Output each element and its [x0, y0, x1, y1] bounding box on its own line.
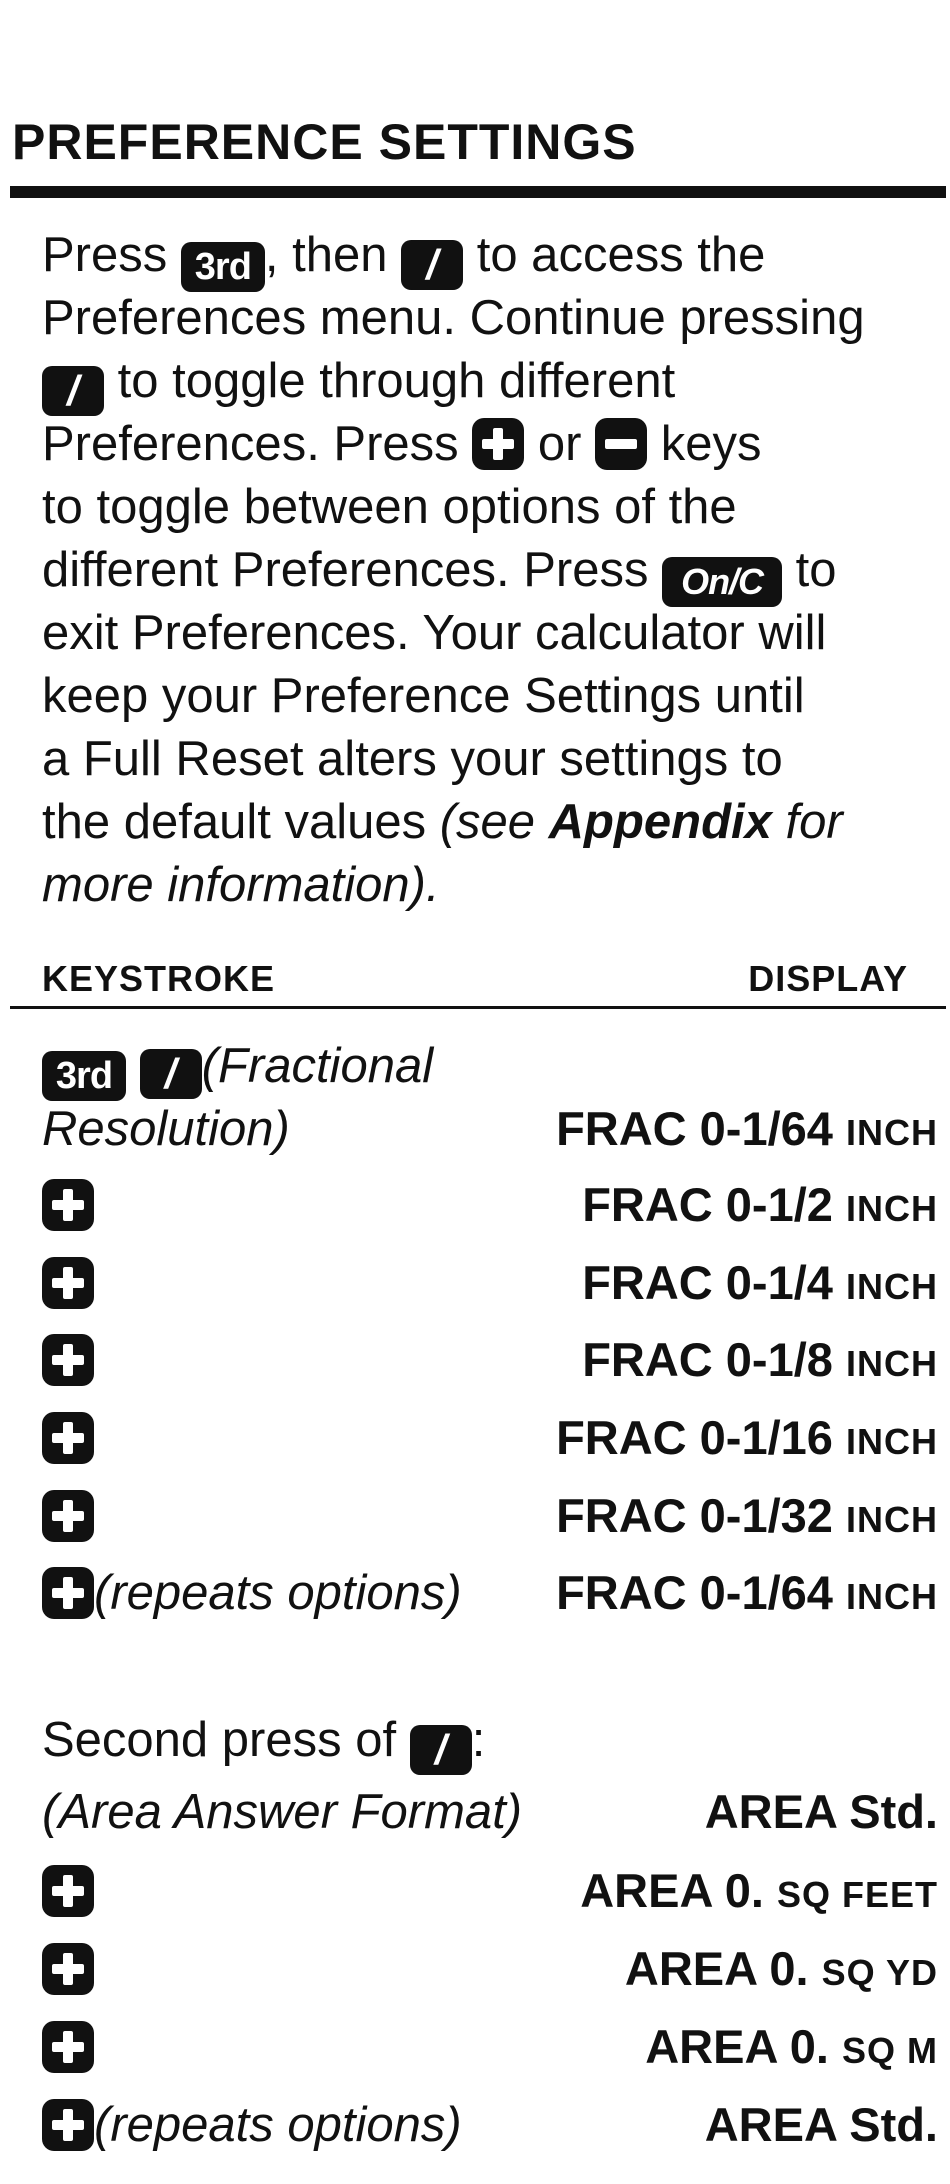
keystroke-cell	[42, 1033, 433, 1101]
display-cell	[556, 1483, 938, 1553]
display-unit: SQ M	[841, 2030, 938, 2071]
intro-text: or	[524, 417, 596, 471]
area-format-label: (Area Answer Format)	[42, 1785, 523, 1839]
intro-line-2: Preferences menu. Continue pressing	[42, 291, 865, 345]
table-row	[42, 1172, 938, 1238]
display-value: FRAC 0-1/64	[556, 1102, 833, 1155]
plus-key-icon	[42, 1943, 94, 1995]
display-cell	[556, 1405, 938, 1475]
display-column-header: DISPLAY	[748, 958, 908, 999]
title-divider	[10, 186, 946, 198]
display-value: AREA Std.	[704, 2098, 938, 2151]
table-row	[42, 1483, 938, 1549]
display-value: AREA 0.	[580, 1864, 764, 1917]
intro-line-8: keep your Preference Settings until	[42, 669, 805, 723]
table-row	[42, 1327, 938, 1393]
plus-key-icon	[42, 2021, 94, 2073]
display-unit: SQ YD	[821, 1952, 938, 1993]
intro-line-11: more information).	[42, 858, 440, 912]
slash-key-icon: /	[42, 366, 104, 416]
display-unit: INCH	[846, 1266, 938, 1307]
intro-text: Preferences. Press	[42, 417, 473, 471]
display-value: FRAC 0-1/16	[556, 1411, 833, 1464]
table-row	[42, 1936, 938, 2002]
plus-key-icon	[472, 418, 524, 470]
resolution-label: Resolution)	[42, 1102, 290, 1156]
second-press-text: Second press of	[42, 1713, 410, 1767]
minus-key-icon	[595, 418, 647, 470]
intro-line-10	[42, 791, 942, 854]
plus-key-icon	[42, 1179, 94, 1231]
intro-text: different Preferences. Press	[42, 543, 663, 597]
keystroke-cell	[42, 1250, 94, 1316]
display-unit: INCH	[846, 1576, 938, 1617]
table-row	[42, 1779, 938, 1845]
display-value: AREA 0.	[624, 1942, 809, 1995]
intro-text: (see	[439, 795, 549, 849]
keystroke-cell	[42, 2092, 462, 2158]
fractional-label: (Fractional	[201, 1039, 434, 1093]
third-key-icon: 3rd	[181, 242, 265, 292]
intro-text: keys	[647, 417, 762, 471]
display-cell	[582, 1172, 938, 1242]
keystroke-cell	[42, 1096, 290, 1162]
plus-key-icon	[42, 1334, 94, 1386]
intro-text: the default values	[42, 795, 440, 849]
display-unit: INCH	[846, 1188, 938, 1229]
display-cell	[556, 1096, 938, 1166]
display-cell	[582, 1250, 938, 1320]
display-cell	[582, 1327, 938, 1397]
keystroke-cell	[42, 1483, 94, 1549]
keystroke-cell	[42, 1858, 94, 1924]
keystroke-cell	[42, 1405, 94, 1471]
display-cell	[705, 2092, 938, 2158]
table-row	[42, 1858, 938, 1924]
table-row	[42, 2092, 938, 2158]
intro-line-4	[42, 413, 942, 476]
repeats-note: (repeats options)	[94, 2098, 462, 2152]
slash-key-icon: /	[140, 1049, 202, 1099]
intro-line-9: a Full Reset alters your settings to	[42, 732, 783, 786]
intro-paragraph	[42, 224, 942, 917]
intro-line-6	[42, 539, 942, 602]
display-unit: INCH	[846, 1421, 938, 1462]
display-value: FRAC 0-1/2	[582, 1178, 833, 1231]
keystroke-cell	[42, 1936, 94, 2002]
plus-key-icon	[42, 1490, 94, 1542]
table-row	[42, 1560, 938, 1626]
keystroke-column-header: KEYSTROKE	[42, 958, 276, 999]
intro-text: to toggle through different	[104, 354, 676, 408]
table-row	[42, 1033, 938, 1099]
display-cell	[580, 1858, 938, 1928]
second-press-text: :	[471, 1713, 486, 1767]
display-value: FRAC 0-1/4	[582, 1256, 833, 1309]
table-row	[42, 1096, 938, 1162]
display-value: AREA Std.	[704, 1785, 938, 1838]
display-value: FRAC 0-1/64	[556, 1566, 833, 1619]
intro-line-3	[42, 350, 942, 413]
table-row	[42, 1250, 938, 1316]
intro-line-5: to toggle between options of the	[42, 480, 737, 534]
display-unit: INCH	[846, 1112, 938, 1153]
intro-text: , then	[264, 228, 402, 282]
intro-text: to access the	[463, 228, 766, 282]
keystroke-cell	[42, 1327, 94, 1393]
table-row	[42, 1405, 938, 1471]
table-header-divider	[10, 1006, 946, 1009]
display-unit: INCH	[846, 1499, 938, 1540]
keystroke-cell	[42, 1560, 462, 1626]
repeats-note: (repeats options)	[94, 1566, 462, 1620]
intro-line-1	[42, 224, 942, 287]
on-c-key-icon: On/C	[662, 557, 782, 607]
third-key-icon: 3rd	[42, 1051, 126, 1101]
plus-key-icon	[42, 1412, 94, 1464]
keystroke-cell	[42, 1779, 522, 1845]
display-cell	[625, 1936, 938, 2006]
table-row	[42, 2014, 938, 2080]
plus-key-icon	[42, 1257, 94, 1309]
appendix-reference: Appendix	[548, 795, 772, 849]
plus-key-icon	[42, 2099, 94, 2151]
display-value: AREA 0.	[645, 2020, 829, 2073]
intro-text: to	[782, 543, 837, 597]
keystroke-cell	[42, 1172, 94, 1238]
plus-key-icon	[42, 1567, 94, 1619]
display-cell	[645, 2014, 938, 2084]
intro-text: Press	[42, 228, 181, 282]
display-unit: INCH	[846, 1343, 938, 1384]
keystroke-cell	[42, 2014, 94, 2080]
display-value: FRAC 0-1/8	[582, 1333, 833, 1386]
page-title: PREFERENCE SETTINGS	[12, 114, 637, 170]
display-value: FRAC 0-1/32	[556, 1489, 833, 1542]
display-unit: SQ FEET	[776, 1874, 938, 1915]
display-cell	[705, 1779, 938, 1845]
plus-key-icon	[42, 1865, 94, 1917]
slash-key-icon: /	[410, 1725, 472, 1775]
slash-key-icon: /	[401, 240, 463, 290]
intro-text: for	[771, 795, 843, 849]
intro-line-7: exit Preferences. Your calculator will	[42, 606, 827, 660]
second-press-line	[42, 1707, 485, 1775]
display-cell	[556, 1560, 938, 1630]
